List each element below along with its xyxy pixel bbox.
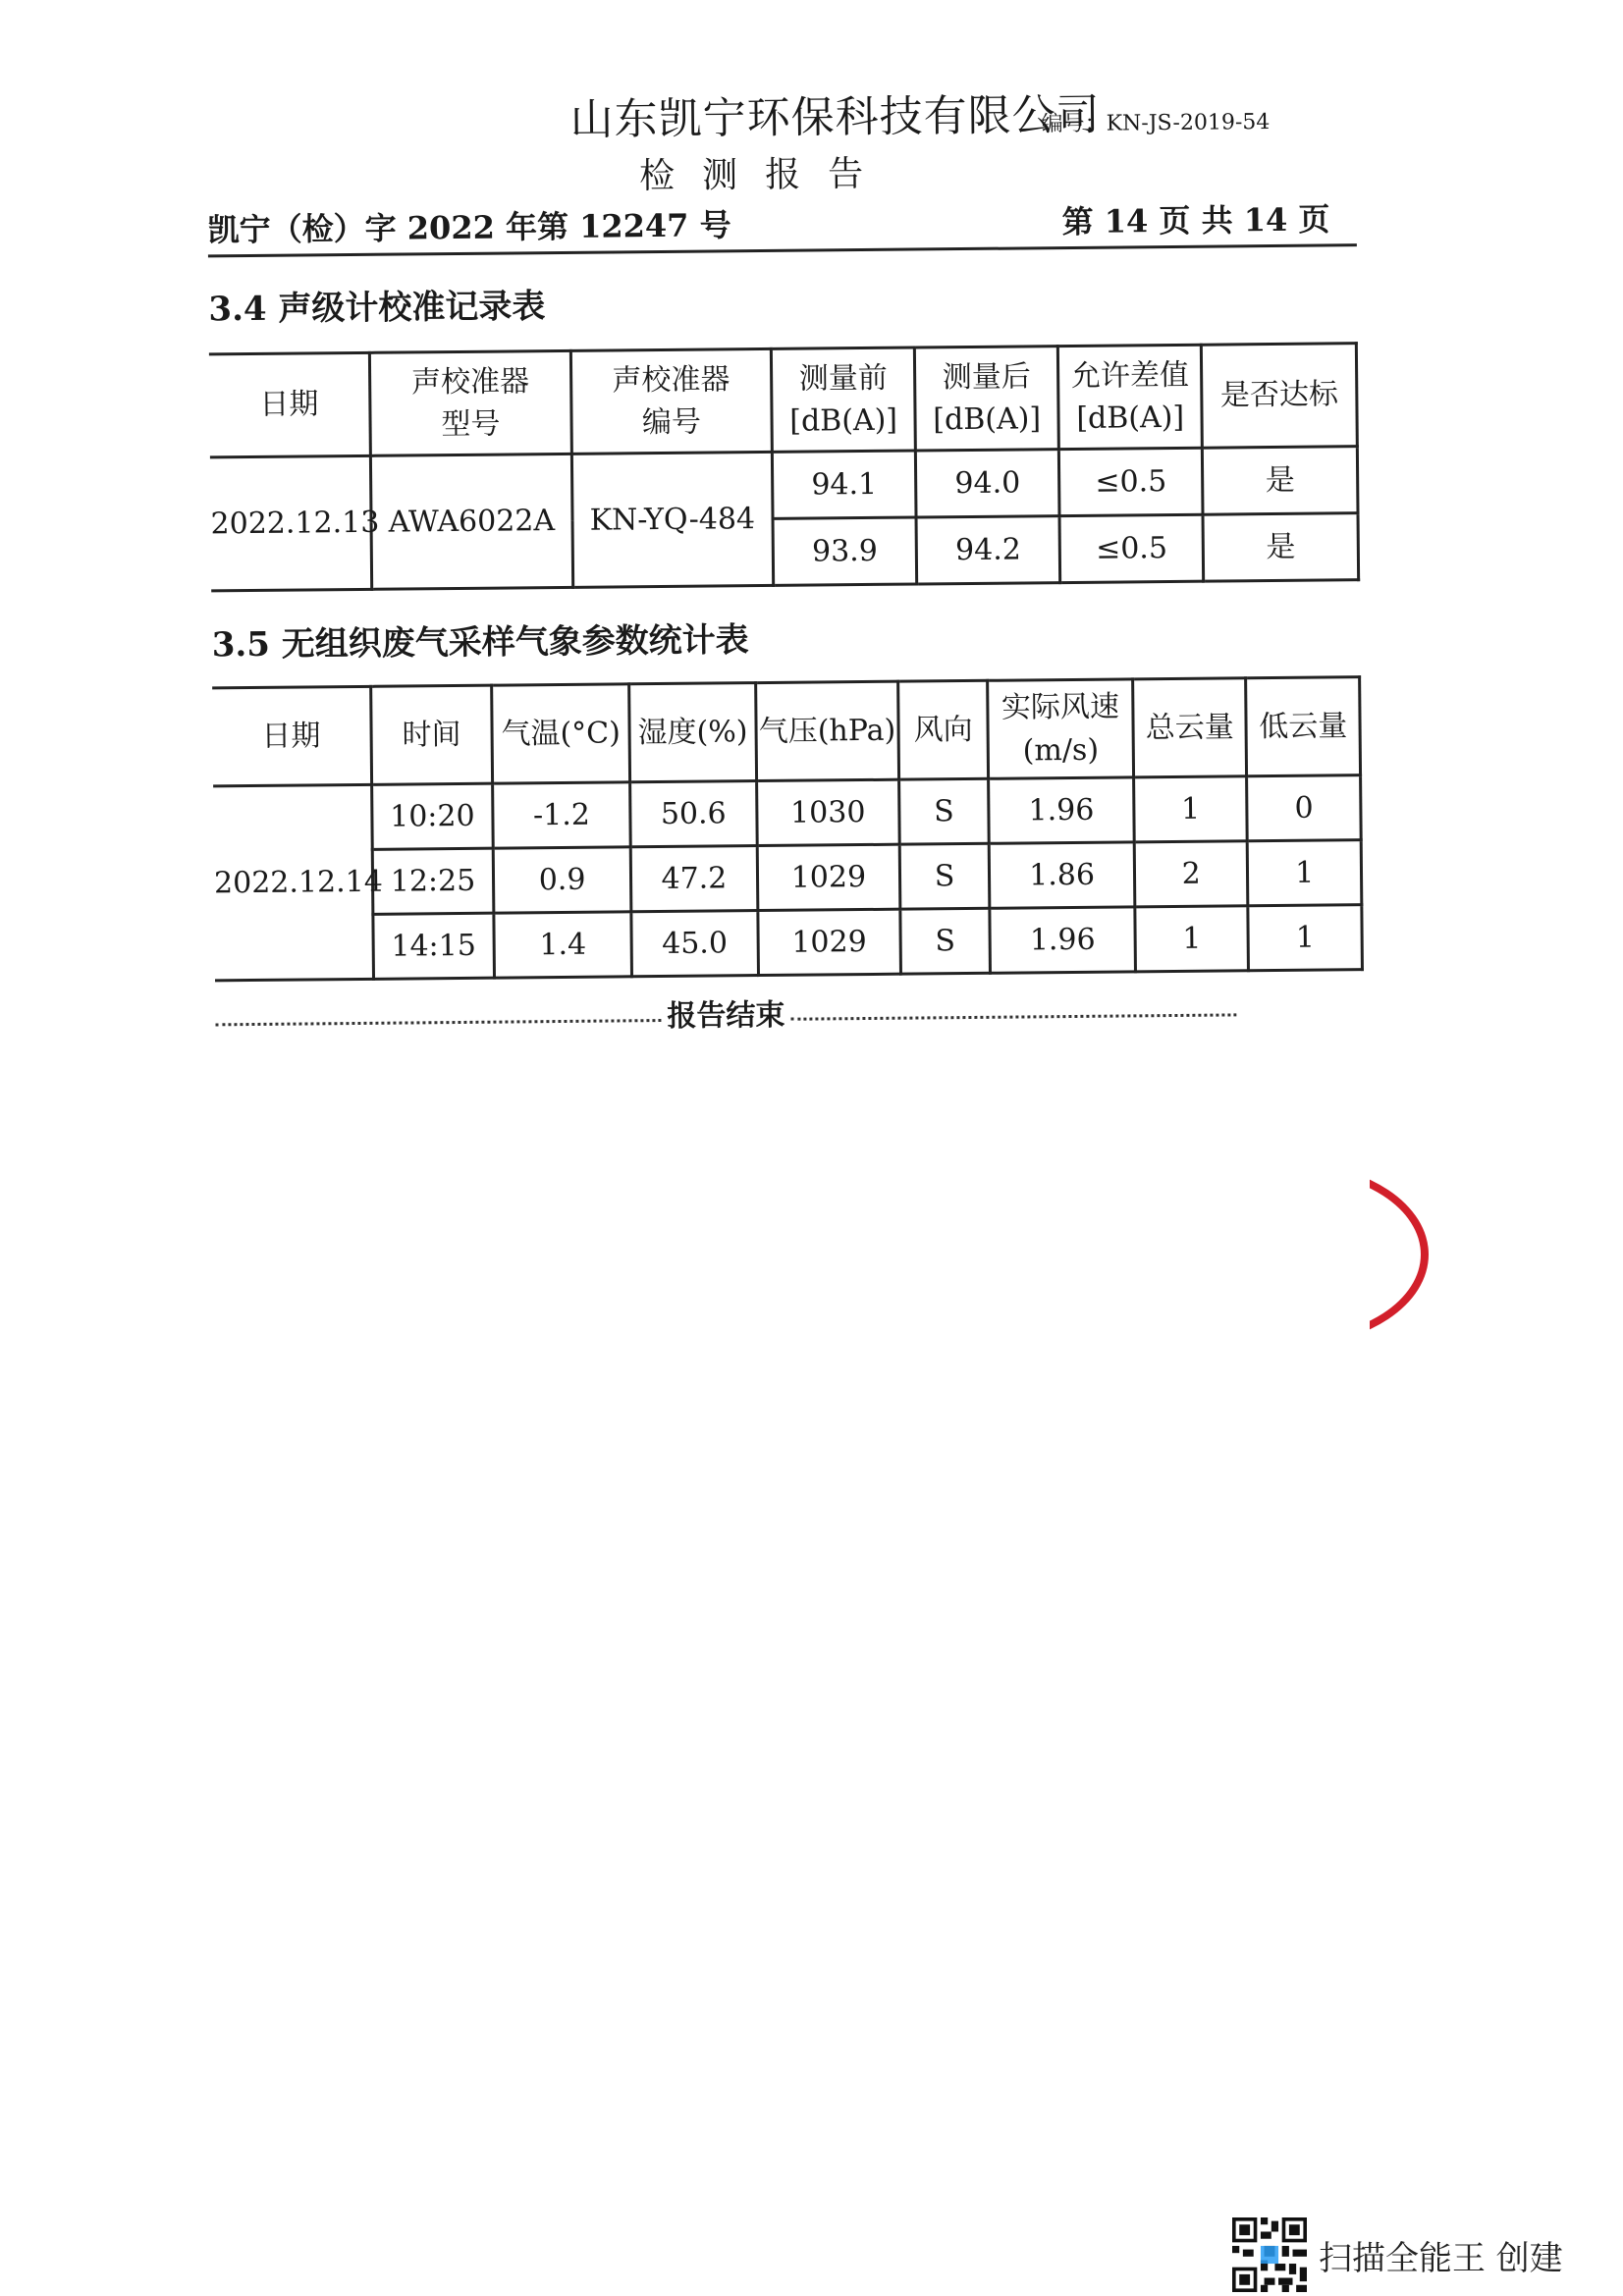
scanner-app-text: 扫描全能王 创建 (1319, 2238, 1563, 2278)
cell-date: 2022.12.13 (210, 455, 372, 591)
header-pressure: 气压(hPa) (755, 681, 898, 780)
header-time: 时间 (370, 685, 493, 784)
section-title-calibration: 3.4 声级计校准记录表 (208, 287, 546, 330)
header-tolerance (1058, 345, 1203, 449)
cell-pass: 是 (1203, 513, 1358, 582)
header-after (914, 347, 1058, 451)
cell-wind-speed: 1.96 (989, 777, 1134, 843)
cell-humidity: 50.6 (630, 781, 758, 847)
header-low-cloud: 低云量 (1246, 677, 1361, 776)
cell-wind-direction: S (899, 843, 990, 909)
table-row (214, 840, 1362, 916)
cell-pressure: 1029 (758, 909, 901, 975)
header-temperature: 气温(°C) (492, 684, 630, 783)
cell-wind-speed: 1.96 (990, 907, 1135, 973)
table-row (214, 905, 1362, 981)
cell-humidity: 47.2 (630, 846, 758, 912)
cell-pass: 是 (1203, 447, 1358, 515)
cell-pressure: 1029 (757, 844, 900, 910)
report-end-text: 报告结束 (667, 997, 785, 1034)
header-total-cloud: 总云量 (1133, 678, 1247, 777)
scanned-page (147, 47, 1375, 1041)
report-number: 凯宁（检）字 2022 年第 12247 号 (207, 206, 731, 249)
header-text: [dB(A)] (933, 401, 1042, 438)
table-header-row (209, 344, 1357, 457)
company-name: 山东凯宁环保科技有限公司 (569, 89, 1101, 145)
qr-code-icon (1232, 2217, 1307, 2292)
cell-wind-direction: S (898, 778, 989, 844)
cell-humidity: 45.0 (631, 911, 759, 977)
header-text: 声校准器 (612, 361, 730, 398)
cell-tolerance: ≤0.5 (1059, 514, 1204, 582)
header-date: 日期 (209, 352, 371, 457)
table-row (213, 775, 1361, 851)
header-calibrator-model (369, 350, 570, 455)
header-text: (m/s) (1022, 732, 1100, 768)
cell-total-cloud: 1 (1135, 906, 1249, 972)
header-text: 实际风速 (1001, 689, 1120, 725)
table-header-row (212, 677, 1360, 786)
header-text: 编号 (641, 404, 702, 441)
header-wind-speed (988, 679, 1134, 778)
document-code: 编号：KN-JS-2019-54 (1041, 110, 1271, 137)
header-text: 测量前 (798, 360, 888, 397)
cell-pressure: 1030 (756, 779, 899, 845)
cell-time: 10:20 (371, 783, 493, 849)
seal-ring (1370, 1163, 1429, 1346)
cell-low-cloud: 1 (1248, 840, 1362, 906)
company-seal (1370, 1163, 1438, 1350)
table-row (210, 447, 1358, 524)
scanner-watermark (1232, 2220, 1563, 2289)
cell-before: 93.9 (773, 517, 917, 585)
header-text: 声校准器 (410, 363, 530, 400)
cell-after: 94.2 (916, 516, 1060, 584)
page-info: 第 14 页 共 14 页 (1061, 200, 1330, 241)
cell-date: 2022.12.14 (213, 784, 373, 981)
cell-wind-direction: S (900, 908, 991, 974)
header-text: [dB(A)] (1076, 400, 1185, 436)
cell-serial: KN-YQ-484 (571, 452, 774, 587)
cell-total-cloud: 1 (1134, 776, 1248, 842)
cell-temperature: 1.4 (494, 912, 631, 978)
header-wind-direction: 风向 (898, 680, 989, 779)
header-before (771, 347, 915, 452)
report-title: 检测报告 (638, 153, 892, 197)
header-humidity: 湿度(%) (629, 683, 757, 782)
header-text: 型号 (441, 406, 501, 443)
report-end-line (215, 986, 1236, 1039)
cell-total-cloud: 2 (1134, 841, 1248, 907)
calibration-table (209, 342, 1360, 592)
header-text: [dB(A)] (789, 402, 898, 439)
cell-low-cloud: 1 (1248, 905, 1362, 971)
cell-tolerance: ≤0.5 (1059, 448, 1204, 515)
cell-model: AWA6022A (370, 454, 572, 589)
header-calibrator-serial (570, 348, 772, 454)
header-text: 测量后 (942, 358, 1031, 395)
cell-low-cloud: 0 (1247, 775, 1361, 841)
section-title-meteorology: 3.5 无组织废气采样气象参数统计表 (211, 620, 749, 666)
dotted-leader (790, 1013, 1236, 1020)
header-date: 日期 (212, 686, 371, 786)
dotted-leader (215, 1019, 661, 1026)
cell-temperature: 0.9 (493, 847, 630, 913)
cell-wind-speed: 1.86 (989, 842, 1134, 908)
meteorology-table (212, 675, 1364, 982)
header-text: 允许差值 (1070, 357, 1190, 394)
cell-temperature: -1.2 (493, 782, 630, 848)
cell-after: 94.0 (915, 450, 1059, 517)
cell-time: 12:25 (372, 848, 494, 914)
cell-before: 94.1 (772, 451, 916, 518)
header-pass: 是否达标 (1202, 344, 1358, 449)
cell-time: 14:15 (373, 913, 495, 979)
